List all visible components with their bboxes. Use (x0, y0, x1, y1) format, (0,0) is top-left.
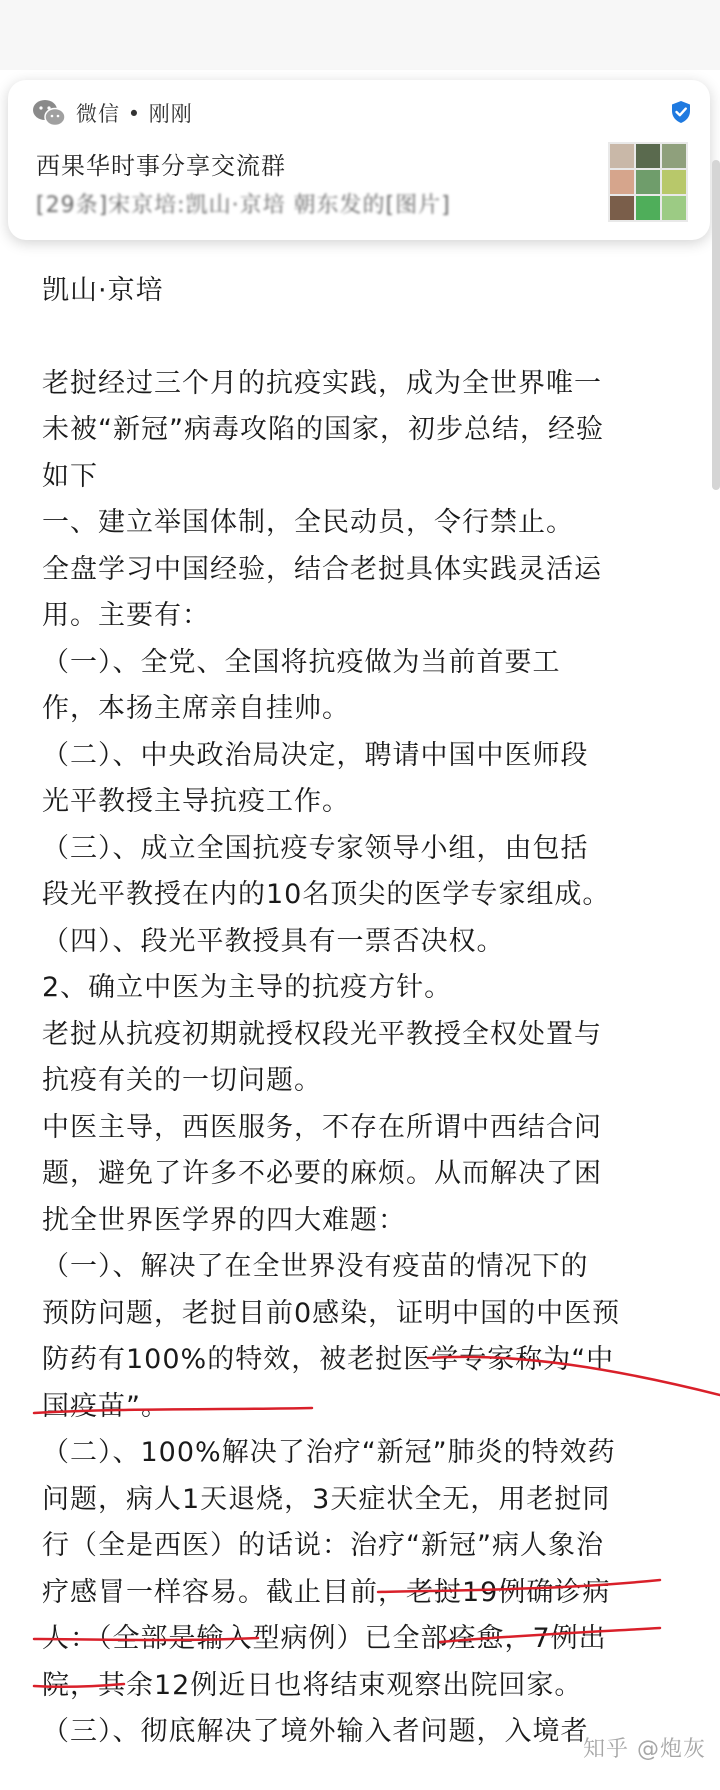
group-avatar (608, 142, 688, 222)
status-bar-area (0, 0, 720, 70)
article-line: 段光平教授在内的10名顶尖的医学专家组成。 (42, 879, 611, 910)
scrollbar[interactable] (712, 160, 720, 490)
article-line: 扰全世界医学界的四大难题： (42, 1204, 406, 1236)
article-byline: 凯山·京培 (42, 275, 164, 306)
article-line: （一）、全党、全国将抗疫做为当前首要工 (42, 646, 561, 678)
article-line: 一、建立举国体制，全民动员，令行禁止。 (42, 507, 574, 538)
article-line: （四）、段光平教授具有一票否决权。 (42, 925, 505, 957)
article-line: 未被“新冠”病毒攻陷的国家，初步总结，经验 (42, 414, 604, 445)
article-line: 中医主导，西医服务，不存在所谓中西结合问 (42, 1111, 602, 1143)
article-line: 老挝从抗疫初期就授权段光平教授全权处置与 (42, 1018, 602, 1050)
article-line: 2、确立中医为主导的抗疫方针。 (42, 972, 453, 1003)
article-line: 问题，病人1天退烧，3天症状全无，用老挝同 (42, 1483, 611, 1515)
article-line: （二）、100%解决了治疗“新冠”肺炎的特效药 (42, 1437, 616, 1468)
article-line: 题，避免了许多不必要的麻烦。从而解决了困 (42, 1158, 602, 1189)
article-line: （一）、解决了在全世界没有疫苗的情况下的 (42, 1251, 589, 1282)
notification-preview: [29条]宋京培:凯山·京培 朝东发的[图片] (36, 193, 451, 218)
wechat-notification[interactable] (8, 80, 710, 240)
wechat-icon (32, 98, 66, 128)
article-line: 光平教授主导抗疫工作。 (42, 786, 350, 817)
article-line: 用。主要有： (42, 600, 210, 631)
article-line: 作，本扬主席亲自挂帅。 (42, 693, 350, 724)
meta-separator: • (127, 102, 142, 126)
article-body (42, 268, 682, 1756)
article-line: 抗疫有关的一切问题。 (42, 1065, 322, 1096)
notification-title: 西果华时事分享交流群 (36, 152, 286, 180)
article-line: 行（全是西医）的话说：治疗“新冠”病人象治 (42, 1530, 604, 1561)
article-line: 防药有100%的特效，被老挝医学专家称为“中 (42, 1344, 615, 1375)
article-line: 全盘学习中国经验，结合老挝具体实践灵活运 (42, 553, 602, 585)
article-line: 院，其余12例近日也将结束观察出院回家。 (42, 1669, 583, 1701)
article-line: 人：（全部是输入型病例）已全部痊愈，7例出 (42, 1623, 607, 1654)
article-line: 预防问题，老挝目前0感染，证明中国的中医预 (42, 1297, 621, 1329)
notification-time: 刚刚 (148, 102, 193, 126)
shield-check-icon (670, 100, 692, 124)
article-line: （三）、成立全国抗疫专家领导小组，由包括 (42, 832, 589, 864)
article-line: 老挝经过三个月的抗疫实践，成为全世界唯一 (42, 367, 602, 399)
article-line: 疗感冒一样容易。截止目前，老挝19例确诊病 (42, 1576, 611, 1608)
notification-header (32, 98, 193, 128)
article-line: 国疫苗”。 (42, 1390, 169, 1422)
app-name: 微信 (76, 102, 120, 126)
zhihu-watermark: 知乎 @炮灰 (583, 1737, 706, 1762)
article-line: 如下 (42, 460, 98, 492)
article-line: （二）、中央政治局决定，聘请中国中医师段 (42, 739, 589, 771)
article-line: （三）、彻底解决了境外输入者问题，入境者 (42, 1716, 589, 1747)
notification-app-meta (76, 98, 193, 128)
